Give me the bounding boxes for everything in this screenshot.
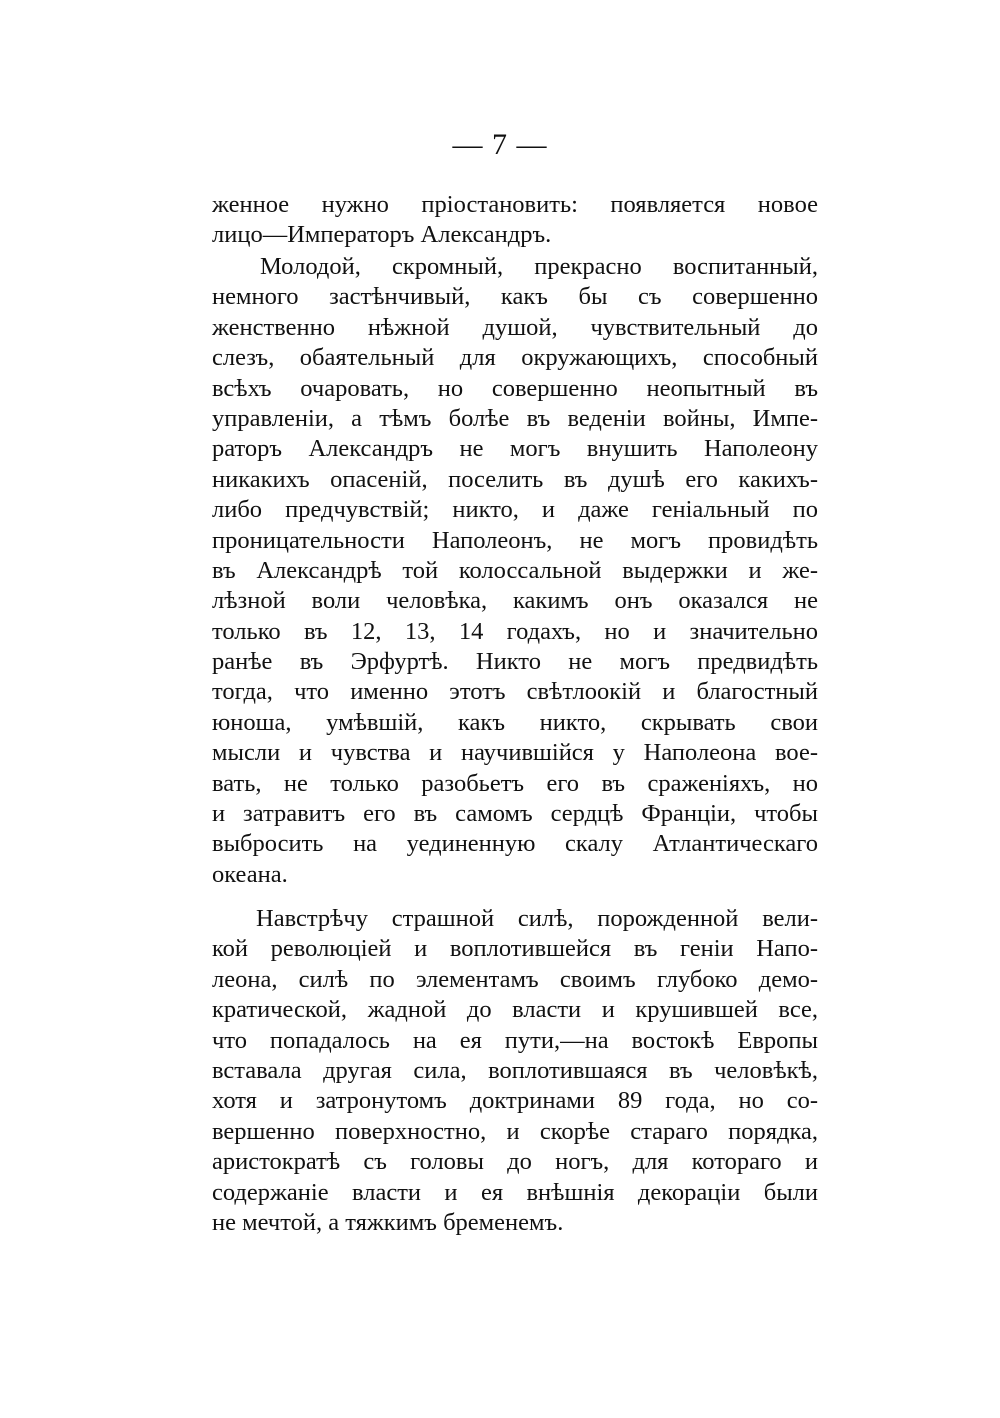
paragraph-emperor-alexander xyxy=(212,252,818,890)
text-line: никакихъ опасеній, поселить въ душѣ его какихъ- xyxy=(212,465,818,493)
text-line: мысли и чувства и научившійся у Наполеона вое- xyxy=(212,739,818,767)
text-line: содержаніе власти и ея внѣшнія декораціи были xyxy=(212,1178,818,1206)
paragraph-continuation xyxy=(212,190,818,251)
text-line: вершенно поверхностно, и скорѣе стараго порядка, xyxy=(212,1117,818,1145)
text-line: въ Александрѣ той колоссальной выдержки и же- xyxy=(212,556,818,584)
text-line: кратической, жадной до власти и крушившей все, xyxy=(212,996,818,1024)
text-line: Молодой, скромный, прекрасно воспитанный, xyxy=(260,253,818,280)
text-line: лицо—Императоръ Александръ. xyxy=(212,221,552,249)
text-line: Навстрѣчу страшной силѣ, порожденной вели- xyxy=(256,905,818,932)
text-line: не мечтой, а тяжкимъ бременемъ. xyxy=(212,1208,564,1236)
text-line: тогда, что именно этотъ свѣтлоокій и благостный xyxy=(212,678,818,706)
paragraph-opposing-force xyxy=(212,904,818,1238)
text-line: вать, не только разобьетъ его въ сраженіяхъ, но xyxy=(212,769,818,797)
text-line: выбросить на уединенную скалу Атлантическаго xyxy=(212,830,818,858)
text-line: ранѣе въ Эрфуртѣ. Никто не могъ предвидѣть xyxy=(212,648,818,676)
page-number: — 7 — xyxy=(452,128,548,161)
text-line: либо предчувствій; никто, и даже геніальный по xyxy=(212,496,818,524)
text-line: и затравитъ его въ самомъ сердцѣ Франціи, чтобы xyxy=(212,800,818,828)
text-line: леона, силѣ по элементамъ своимъ глубоко демо- xyxy=(212,965,818,993)
text-line: лѣзной воли человѣка, какимъ онъ оказался не xyxy=(212,587,818,615)
text-line: океана. xyxy=(212,860,288,888)
text-line: вставала другая сила, воплотившаяся въ человѣкѣ, xyxy=(212,1056,818,1084)
text-line: слезъ, обаятельный для окружающихъ, способный xyxy=(212,344,818,372)
text-line: проницательности Наполеонъ, не могъ провидѣть xyxy=(212,526,818,554)
text-line: юноша, умѣвшій, какъ никто, скрывать свои xyxy=(212,708,818,736)
text-line: кой революціей и воплотившейся въ геніи Напо- xyxy=(212,935,818,963)
text-line: хотя и затронутомъ доктринами 89 года, но со- xyxy=(212,1087,818,1115)
text-line: женственно нѣжной душой, чувствительный до xyxy=(212,313,818,341)
text-line: что попадалось на ея пути,—на востокѣ Европы xyxy=(212,1026,818,1054)
text-line: управленіи, а тѣмъ болѣе въ веденіи войны, Импе- xyxy=(212,404,818,432)
text-line: только въ 12, 13, 14 годахъ, но и значительно xyxy=(212,617,818,645)
text-line: немного застѣнчивый, какъ бы съ совершенно xyxy=(212,283,818,311)
text-line: всѣхъ очаровать, но совершенно неопытный въ xyxy=(212,374,818,402)
text-line: аристократѣ съ головы до ногъ, для котораго и xyxy=(212,1148,818,1176)
text-line: женное нужно пріостановить: появляется новое xyxy=(212,191,818,218)
text-line: раторъ Александръ не могъ внушить Наполеону xyxy=(212,435,818,463)
